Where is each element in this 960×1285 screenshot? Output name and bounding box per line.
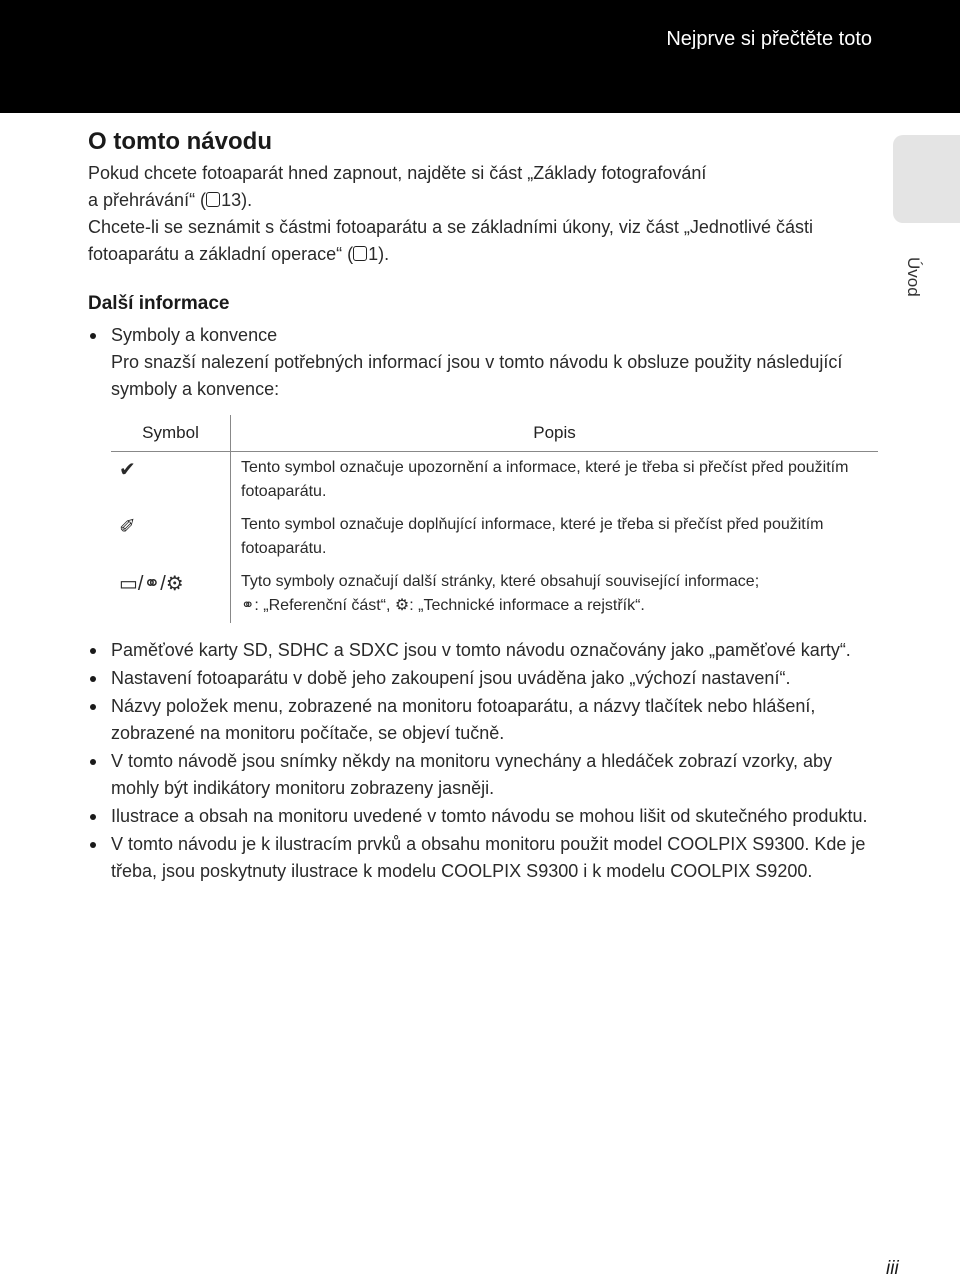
intro-line: a přehrávání“ ( 13).	[88, 190, 253, 210]
intro-line: fotoaparátu a základní operace“ ( 1).	[88, 244, 390, 264]
section-title: O tomto návodu	[88, 128, 272, 155]
list-item: V tomto návodě jsou snímky někdy na monitoru vynechány a hledáček zobrazí vzorky, aby mohly být indikátory monitoru zobrazeny jasněji.	[88, 748, 878, 802]
intro-paragraph	[88, 160, 878, 268]
intro-line: Chcete-li se seznámit s částmi fotoaparátu a se základními úkony, viz část „Jednotlivé části	[88, 217, 813, 237]
column-header-description: Popis	[231, 415, 879, 452]
intro-line: Pokud chcete fotoaparát hned zapnout, najděte si část „Základy fotografování	[88, 163, 707, 183]
list-item: Symboly a konvence	[88, 322, 878, 349]
check-box-icon: ✔	[111, 452, 231, 510]
table-row	[111, 452, 878, 510]
list-item: Paměťové karty SD, SDHC a SDXC jsou v tomto návodu označovány jako „paměťové karty“.	[88, 637, 878, 664]
page-header	[0, 0, 960, 113]
page-reference-icons: ▭/⚭/⚙	[111, 566, 231, 623]
page-number: iii	[886, 1258, 899, 1279]
table-row	[111, 566, 878, 623]
note-pen-icon: ✐	[111, 509, 231, 566]
main-content	[88, 124, 878, 886]
subsection-title: Další informace	[88, 293, 230, 314]
side-tab-label: Úvod	[904, 257, 923, 297]
table-cell-description: Tento symbol označuje doplňující informace, které je třeba si přečíst před použitím fotoaparátu.	[241, 516, 824, 557]
header-title: Nejprve si přečtěte toto	[666, 28, 872, 50]
side-tab	[893, 135, 960, 223]
symbols-table	[111, 415, 878, 623]
book-icon	[206, 192, 220, 207]
book-icon	[353, 246, 367, 261]
table-row	[111, 509, 878, 566]
column-header-symbol: Symbol	[111, 415, 231, 452]
list-item: Nastavení fotoaparátu v době jeho zakoupení jsou uváděna jako „výchozí nastavení“.	[88, 665, 878, 692]
list-item: V tomto návodu je k ilustracím prvků a obsahu monitoru použit model COOLPIX S9300. Kde je třeba, jsou poskytnuty ilustrace k modelu COOLPIX S9300 i k modelu COOLPIX S9200.	[88, 831, 878, 885]
conventions-list	[88, 637, 878, 885]
table-header-row	[111, 415, 878, 452]
bullet-description: Pro snazší nalezení potřebných informací jsou v tomto návodu k obsluze použity následující symboly a konvence:	[111, 352, 843, 399]
list-item: Ilustrace a obsah na monitoru uvedené v tomto návodu se mohou lišit od skutečného produktu.	[88, 803, 878, 830]
list-item: Názvy položek menu, zobrazené na monitoru fotoaparátu, a názvy tlačítek nebo hlášení, zobrazené na monitoru počítače, se objeví tučně.	[88, 693, 878, 747]
table-cell-description: Tento symbol označuje upozornění a informace, které je třeba si přečíst před použitím fotoaparátu.	[241, 459, 849, 500]
table-cell-description: Tyto symboly označují další stránky, které obsahují související informace; ⚭: „Referenční část“, ⚙: „Technické informace a rejstřík“.	[241, 573, 760, 614]
